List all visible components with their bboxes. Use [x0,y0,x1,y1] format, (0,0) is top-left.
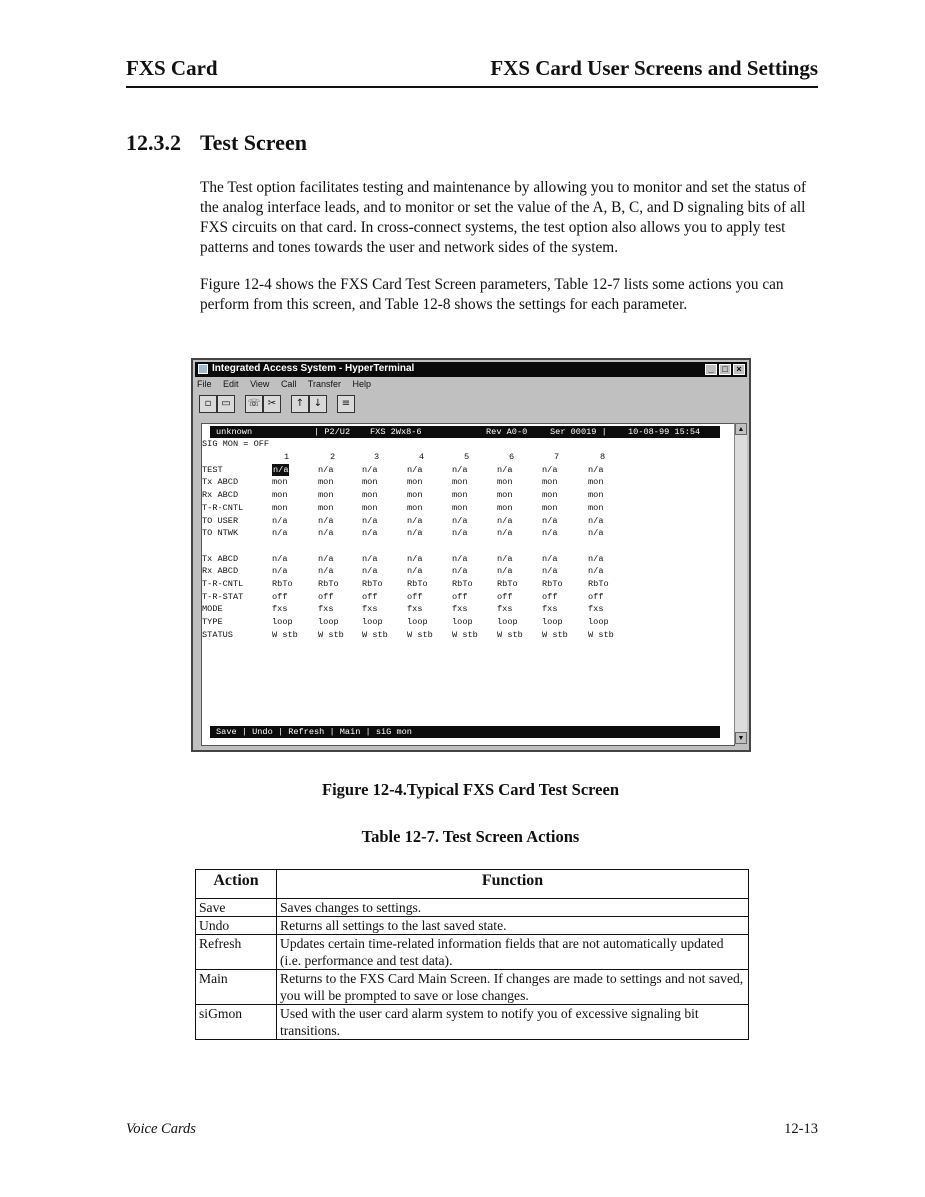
field-value[interactable]: mon [407,477,423,488]
field-value[interactable]: n/a [452,553,468,564]
field-value[interactable]: off [407,591,423,602]
window-titlebar [195,362,747,377]
hyperterminal-window [191,358,751,752]
menu-transfer[interactable]: Transfer [307,379,341,389]
field-value[interactable]: mon [362,502,378,513]
field-value[interactable]: n/a [452,528,468,539]
field-value[interactable]: n/a [362,553,378,564]
function-cell: Used with the user card alarm system to notify you of excessive signaling bit transitions. [277,1005,749,1040]
field-value[interactable]: n/a [588,515,604,526]
action-cell: Refresh [196,935,277,970]
paragraph-2: Figure 12-4 shows the FXS Card Test Screen parameters, Table 12-7 lists some actions you can perform from this screen, and Table 12-8 shows the settings for each parameter. [200,276,784,313]
menu-file[interactable]: File [197,379,212,389]
field-value[interactable]: off [272,591,288,602]
field-value[interactable]: W stb [542,629,568,640]
row-label: Rx ABCD [202,490,239,501]
row-label: T-R-CNTL [202,579,244,589]
field-value[interactable]: n/a [542,553,558,564]
command-options[interactable]: Save | Undo | Refresh | Main | siG mon [216,727,412,737]
disconnect-icon[interactable]: ✂ [263,395,281,413]
new-icon[interactable]: ▫ [199,395,217,413]
header-action: Action [196,870,277,899]
field-value[interactable]: mon [407,502,423,513]
field-value[interactable]: mon [588,502,604,513]
row-label: STATUS [202,629,233,640]
field-value[interactable]: n/a [272,566,288,577]
field-value[interactable]: RbTo [407,579,428,589]
field-value[interactable]: RbTo [588,579,609,589]
row-label: MODE [202,604,223,615]
field-value[interactable]: n/a [362,515,378,526]
footer-right: 12-13 [784,1121,818,1137]
field-value[interactable]: fxs [588,604,604,615]
page-header [126,56,818,88]
vertical-scrollbar[interactable] [734,423,747,744]
field-value[interactable]: mon [362,490,378,501]
sig-mon-line: SIG MON = OFF [202,439,270,449]
terminal-screen[interactable] [201,423,735,746]
field-value[interactable]: off [318,591,334,602]
field-value[interactable]: n/a [362,566,378,577]
field-value[interactable]: RbTo [318,579,339,589]
field-value[interactable]: n/a [542,528,558,539]
field-value[interactable]: mon [497,477,513,488]
action-cell: Main [196,970,277,1005]
field-value[interactable]: n/a [318,566,334,577]
field-value[interactable]: W stb [318,629,344,640]
menu-edit[interactable]: Edit [223,379,239,389]
field-value[interactable]: off [362,591,378,602]
field-value[interactable]: W stb [588,629,614,640]
field-value[interactable]: loop [452,617,473,628]
field-value[interactable]: loop [272,617,293,628]
field-value[interactable]: mon [318,477,334,488]
function-cell: Saves changes to settings. [277,899,749,917]
command-line [210,726,720,738]
field-value[interactable]: W stb [497,629,523,640]
field-value[interactable]: mon [407,490,423,501]
table-row [196,970,749,1005]
field-value[interactable]: mon [542,490,558,501]
field-value[interactable]: n/a [588,553,604,564]
column-number: 1 [284,452,290,462]
table-row [196,935,749,970]
dial-icon[interactable]: ☏ [245,395,263,413]
field-value[interactable]: n/a [452,566,468,577]
menu-call[interactable]: Call [280,379,297,389]
status-rev: Rev A0-0 [486,427,528,437]
menu-help[interactable]: Help [352,379,372,389]
close-icon[interactable]: × [733,364,745,375]
paragraph-1: The Test option facilitates testing and maintenance by allowing you to monitor and set the status of the analog interface leads, and to monitor or set the value of the A, B, C, and D signaling bits of all FXS circuits on that card. In cross-connect systems, the test option also allows you to apply test patterns and tones towards the user and network sides of the system. [200,179,807,256]
field-value[interactable]: n/a [588,464,604,475]
field-value[interactable]: n/a [407,566,423,577]
field-value[interactable]: n/a [407,515,423,526]
column-number: 8 [600,452,606,462]
row-label: T-R-STAT [202,591,244,602]
field-value[interactable]: W stb [407,629,433,640]
window-title: Integrated Access System - HyperTerminal [212,363,415,374]
action-cell: Save [196,899,277,917]
column-number: 7 [554,452,560,462]
table-header-row [196,870,749,899]
field-value[interactable]: off [588,591,604,602]
field-value[interactable]: n/a [542,515,558,526]
field-value[interactable]: n/a [497,528,513,539]
field-value[interactable]: n/a [497,566,513,577]
column-number: 3 [374,452,380,462]
table-caption: Table 12-7. Test Screen Actions [361,827,580,846]
field-value[interactable]: off [452,591,468,602]
field-value[interactable]: n/a [272,553,288,564]
minimize-icon[interactable]: _ [705,364,717,375]
field-value[interactable]: n/a [272,528,288,539]
field-value[interactable]: mon [272,477,288,488]
field-value[interactable]: fxs [318,604,334,615]
row-label: Rx ABCD [202,566,239,577]
field-value[interactable]: off [497,591,513,602]
header-left: FXS Card [126,56,218,80]
open-icon[interactable]: ▭ [217,395,235,413]
action-cell: siGmon [196,1005,277,1040]
field-value[interactable]: RbTo [452,579,473,589]
field-value[interactable]: off [542,591,558,602]
header-function: Function [277,870,749,899]
field-value[interactable]: mon [452,502,468,513]
row-label: Tx ABCD [202,477,239,488]
field-value[interactable]: n/a [362,528,378,539]
field-value[interactable]: mon [272,490,288,501]
field-value[interactable]: fxs [542,604,558,615]
field-value[interactable]: n/a [497,553,513,564]
field-value[interactable]: mon [452,490,468,501]
row-label: T-R-CNTL [202,502,244,513]
field-value[interactable]: n/a [497,464,513,475]
table-row [196,917,749,935]
column-number: 2 [330,452,336,462]
row-label: TEST [202,464,223,475]
row-label: TYPE [202,617,223,628]
field-value[interactable]: RbTo [362,579,383,589]
status-card: FXS 2Wx8-6 [370,427,422,437]
status-date: 10-08-99 15:54 [628,427,701,437]
field-value[interactable]: mon [318,490,334,501]
hyperterminal-icon [198,364,208,374]
field-value[interactable]: loop [497,617,518,628]
row-label: Tx ABCD [202,553,239,564]
action-cell: Undo [196,917,277,935]
field-value[interactable]: n/a [588,566,604,577]
field-value[interactable]: loop [588,617,609,628]
function-cell: Returns all settings to the last saved state. [277,917,749,935]
field-value[interactable]: fxs [407,604,423,615]
row-label: TO USER [202,515,239,526]
field-value[interactable]: fxs [362,604,378,615]
column-number: 4 [419,452,425,462]
field-value[interactable]: mon [542,477,558,488]
field-value[interactable]: n/a [452,464,468,475]
field-value[interactable]: W stb [272,629,298,640]
field-value[interactable]: loop [362,617,383,628]
field-value[interactable]: mon [452,477,468,488]
field-value[interactable]: n/a [273,464,289,475]
field-value[interactable]: n/a [542,566,558,577]
column-number: 6 [509,452,515,462]
field-value[interactable]: RbTo [497,579,518,589]
field-value[interactable]: mon [542,502,558,513]
field-value[interactable]: n/a [318,515,334,526]
send-icon[interactable]: ↑ [291,395,309,413]
field-value[interactable]: W stb [362,629,388,640]
footer-left: Voice Cards [126,1121,196,1137]
field-value[interactable]: loop [542,617,563,628]
row-label: TO NTWK [202,528,239,539]
terminal-status-line [210,426,720,438]
field-value[interactable]: n/a [272,515,288,526]
field-value[interactable]: W stb [452,629,478,640]
menu-bar [197,379,380,392]
status-slot: | P2/U2 [314,427,351,437]
figure-caption: Figure 12-4.Typical FXS Card Test Screen [322,780,619,799]
field-value[interactable]: RbTo [272,579,293,589]
field-value[interactable]: n/a [318,553,334,564]
section-number: 12.3.2 [126,130,181,155]
field-value[interactable]: n/a [407,464,423,475]
status-ser: Ser 00019 | [550,427,607,437]
field-value[interactable]: mon [362,477,378,488]
field-value[interactable]: n/a [318,528,334,539]
field-value[interactable]: mon [497,502,513,513]
column-number: 5 [464,452,470,462]
properties-icon[interactable]: ≡ [337,395,355,413]
scroll-down-icon[interactable]: ▼ [735,732,747,744]
field-value[interactable]: n/a [588,528,604,539]
field-value[interactable]: mon [588,490,604,501]
field-value[interactable]: mon [272,502,288,513]
field-value[interactable]: n/a [407,528,423,539]
header-right: FXS Card User Screens and Settings [490,56,818,80]
receive-icon[interactable]: ↓ [309,395,327,413]
scroll-up-icon[interactable]: ▲ [735,423,747,435]
field-value[interactable]: fxs [452,604,468,615]
table-row [196,899,749,917]
section-title [126,130,307,156]
field-value[interactable]: mon [318,502,334,513]
actions-table [195,869,749,1040]
function-cell: Updates certain time-related information fields that are not automatically updated (i.e. performance and test data). [277,935,749,970]
field-value[interactable]: n/a [318,464,334,475]
field-value[interactable]: loop [407,617,428,628]
function-cell: Returns to the FXS Card Main Screen. If changes are made to settings and not saved, you will be prompted to save or lose changes. [277,970,749,1005]
field-value[interactable]: mon [588,477,604,488]
field-value[interactable]: mon [497,490,513,501]
status-unit: unknown [216,427,253,437]
field-value[interactable]: RbTo [542,579,563,589]
section-heading: Test Screen [200,130,307,155]
maximize-icon[interactable]: □ [719,364,731,375]
menu-view[interactable]: View [250,379,270,389]
field-value[interactable]: n/a [407,553,423,564]
table-row [196,1005,749,1040]
field-value[interactable]: fxs [497,604,513,615]
field-value[interactable]: n/a [497,515,513,526]
field-value[interactable]: fxs [272,604,288,615]
field-value[interactable]: n/a [362,464,378,475]
field-value[interactable]: n/a [542,464,558,475]
field-value[interactable]: loop [318,617,339,628]
field-value[interactable]: n/a [452,515,468,526]
